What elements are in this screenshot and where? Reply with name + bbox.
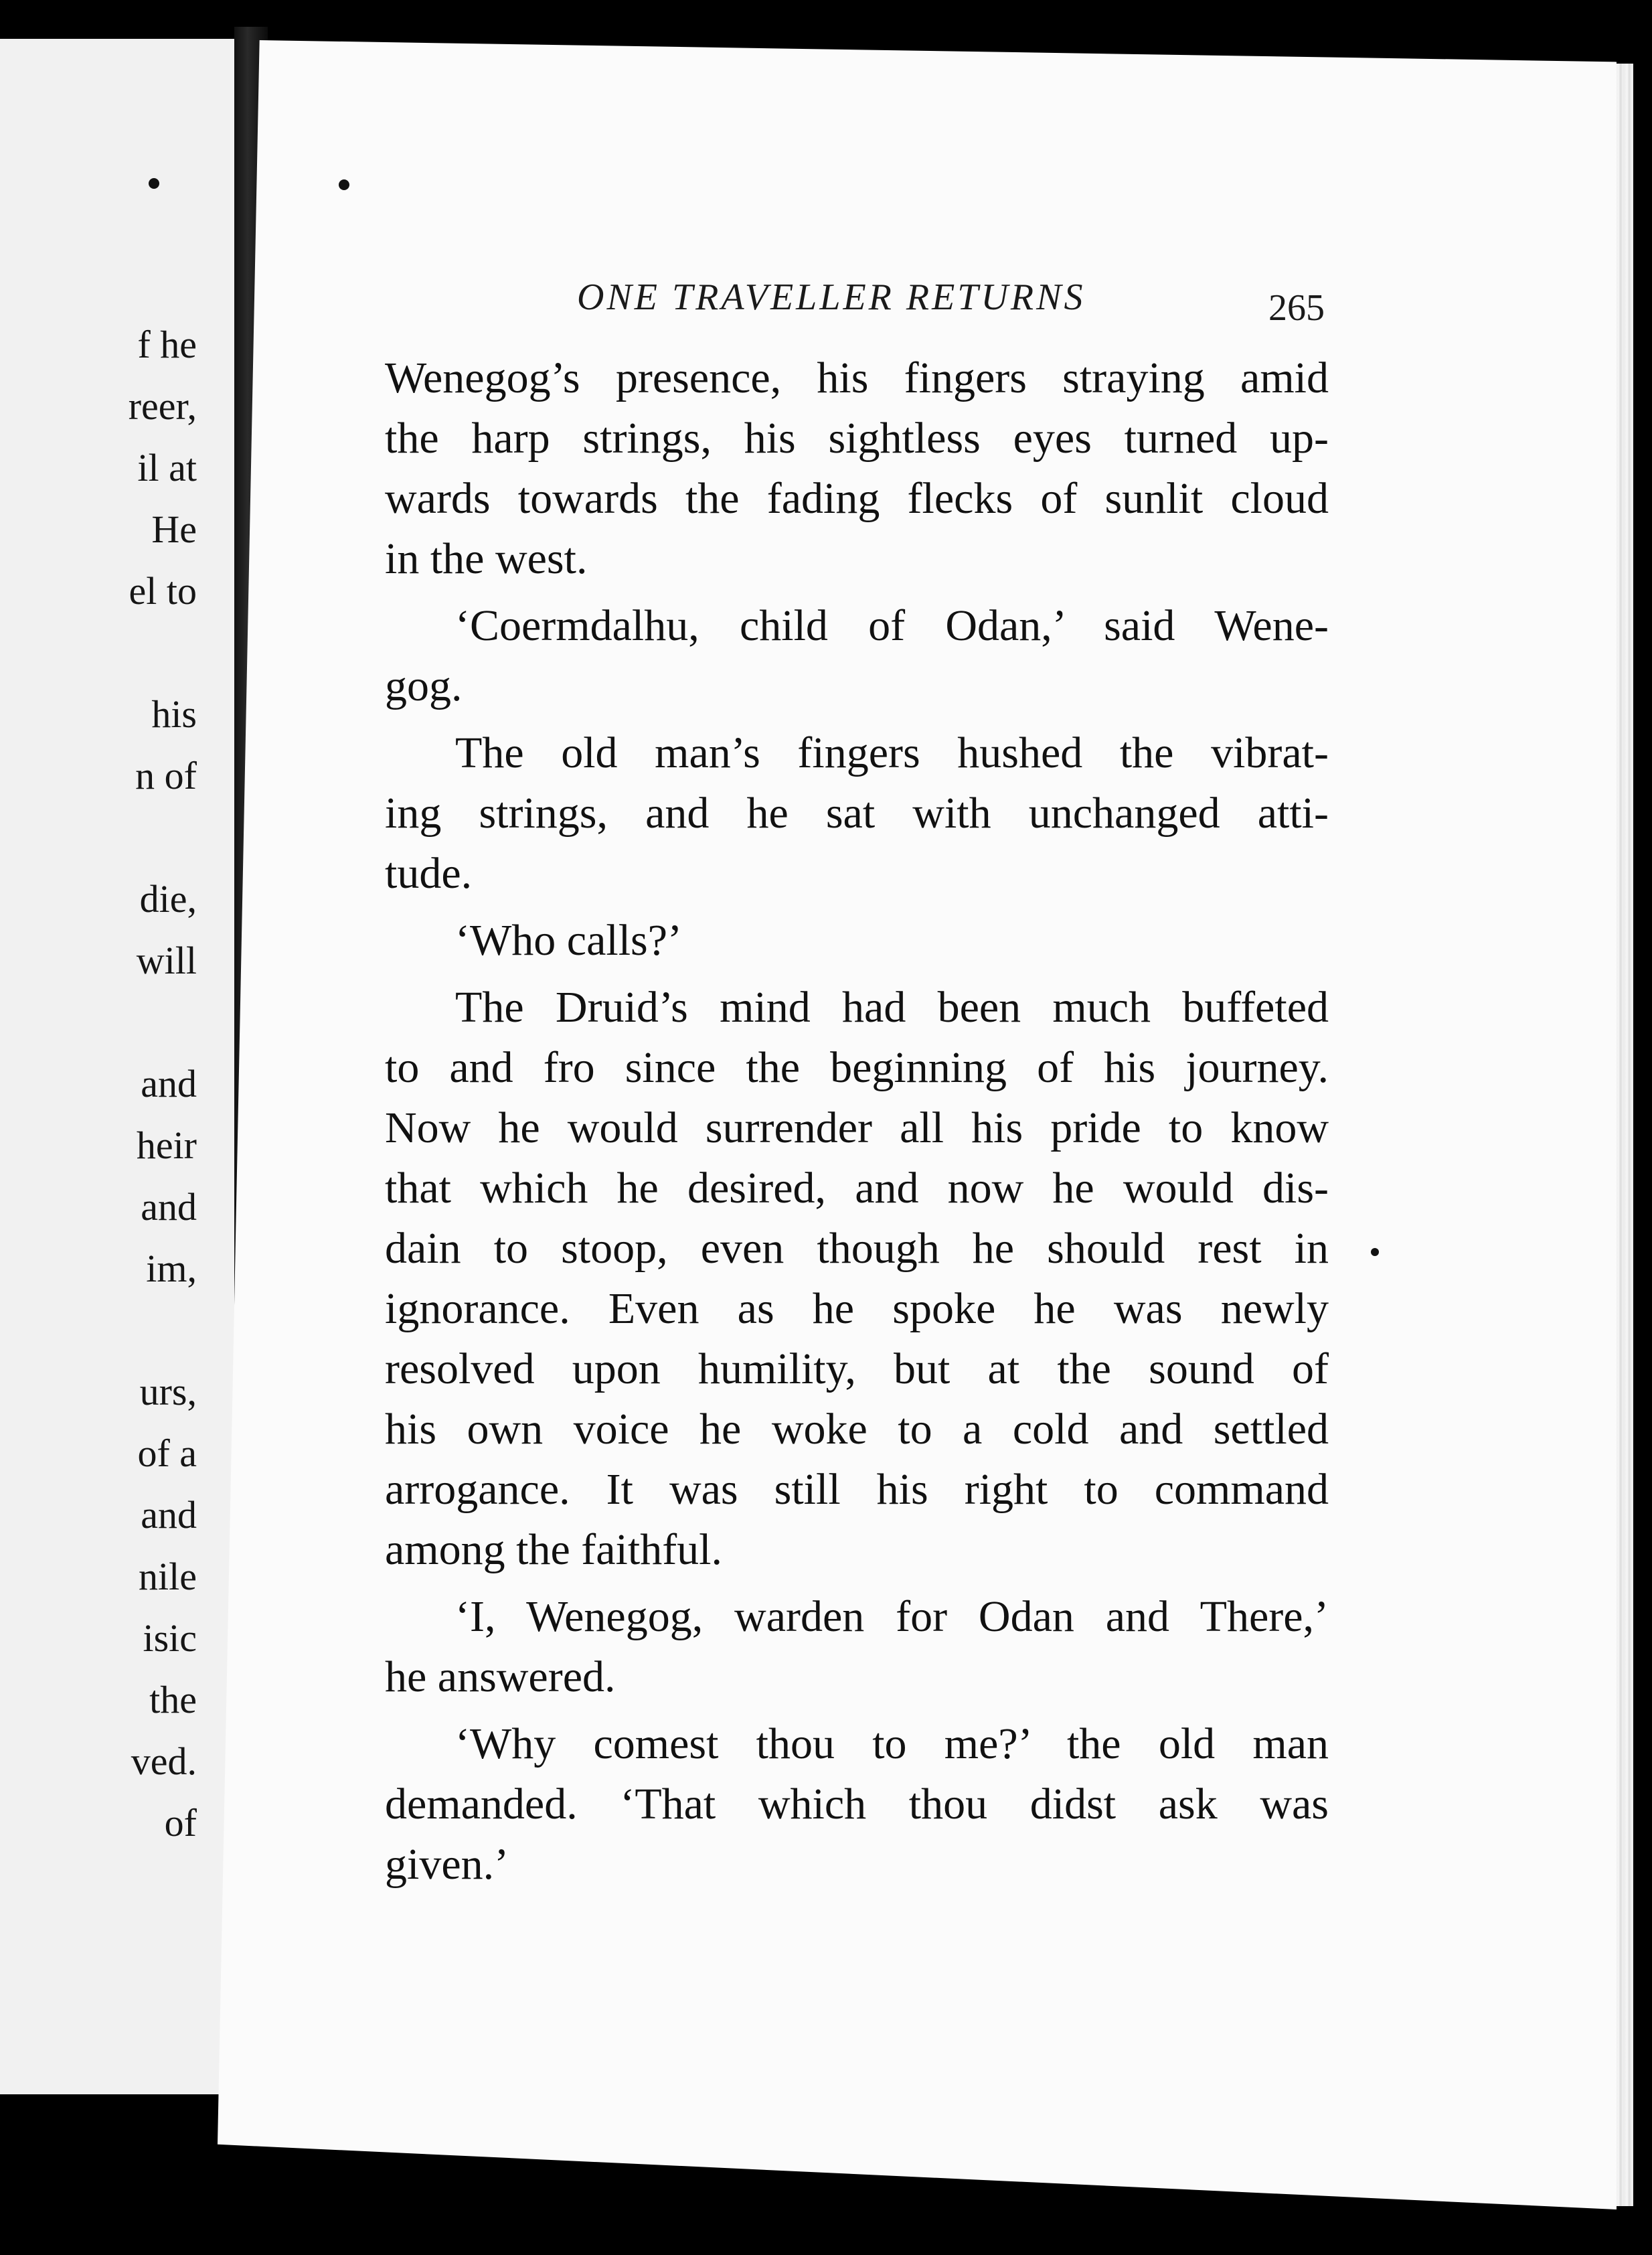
text-line: among the faithful. [385,1525,723,1574]
text-line: that which he desired, and now he would dis- [385,1164,1329,1213]
text-line: ing strings, and he sat with unchanged atti- [385,789,1329,838]
text-line: ‘Who calls?’ [455,916,682,965]
text-line: arrogance. It was still his right to command [385,1465,1329,1514]
fragment-line: and [141,1185,197,1229]
fragment-line: im, [146,1247,197,1290]
text-line: he answered. [385,1652,616,1701]
page-body-text [385,348,1329,1895]
text-line: ignorance. Even as he spoke he was newly [385,1284,1329,1333]
fragment-line: of [164,1801,197,1845]
text-line: ‘Why comest thou to me?’ the old man [455,1719,1329,1768]
text-line: The Druid’s mind had been much buffeted [455,983,1329,1032]
fragment-line: his [151,692,197,736]
fragment-line: the [149,1678,197,1721]
text-line: resolved upon humility, but at the sound of [385,1344,1329,1393]
text-line: his own voice he woke to a cold and settled [385,1405,1329,1454]
fragment-line: die, [139,877,197,921]
fragment-line: and [141,1493,197,1537]
fragment-line: il at [137,446,197,489]
fragment-line: and [141,1062,197,1105]
facing-page-text-fragments [0,39,201,2094]
text-line: the harp strings, his sightless eyes turned up- [385,414,1329,463]
running-head: ONE TRAVELLER RETURNS [577,277,1086,318]
text-line: given.’ [385,1840,509,1889]
text-line: The old man’s fingers hushed the vibrat- [455,728,1329,777]
fragment-line: isic [143,1616,197,1660]
ink-speck [339,179,349,190]
text-line: to and fro since the beginning of his journey. [385,1043,1329,1092]
text-line: dain to stoop, even though he should rest in [385,1224,1329,1273]
text-line: gog. [385,662,463,710]
fragment-line: ved. [131,1739,197,1783]
text-line: wards towards the fading flecks of sunlit cloud [385,474,1329,523]
ink-speck [1371,1248,1379,1256]
text-line: in the west. [385,534,588,583]
fragment-line: nile [139,1555,197,1598]
fragment-line: heir [136,1123,197,1167]
text-line: Wenegog’s presence, his fingers straying amid [385,354,1329,402]
fragment-line: f he [137,323,197,366]
text-line: ‘Coermdalhu, child of Odan,’ said Wene- [455,601,1329,650]
fragment-line: will [136,939,197,982]
fragment-line: el to [129,569,197,613]
text-line: ‘I, Wenegog, warden for Odan and There,’ [455,1592,1329,1641]
text-line: tude. [385,849,473,898]
fragment-line: urs, [139,1370,197,1413]
fragment-line: reer, [128,384,197,428]
text-line: demanded. ‘That which thou didst ask was [385,1780,1329,1829]
text-line: Now he would surrender all his pride to know [385,1103,1329,1152]
fragment-line: He [151,508,197,551]
fragment-line: of a [137,1431,197,1475]
facing-page-left [0,39,234,2094]
fragment-line: n of [135,754,197,797]
page-number: 265 [1268,287,1325,329]
ink-speck [149,178,159,189]
